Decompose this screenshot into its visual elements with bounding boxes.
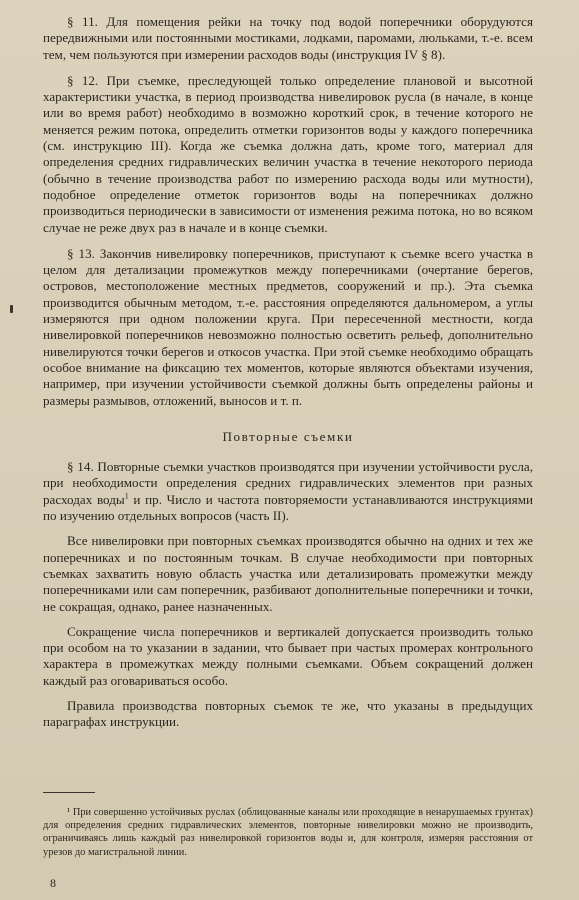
body-text xyxy=(43,14,533,740)
paragraph-repeat-leveling: Все нивелировки при повторных съемках производятся обычно на одних и тех же поперечниках и по постоянным точкам. В случае необходимости при повторных съемках захватить новую область участка или детализировать промежутки между поперечниками или сам поперечник, разбивают дополнительные поперечники и точки, не сокращая, однако, ранее назначенных. xyxy=(43,533,533,614)
paragraph-11: § 11. Для помещения рейки на точку под водой поперечники оборудуются передвижными или постоянными мостиками, лодками, паромами, люльками, т.-е. всем тем, чем пользуются при измерении расходов воды (инструкция IV § 8). xyxy=(43,14,533,62)
footnote: ¹ При совершенно устойчивых руслах (облицованные каналы или проходящие в ненарушаемых грунтах) для определения средних гидравлических элементов, повторные нивелировки можно не производить, ограничиваясь лишь каждый раз нивелировкой горизонтов воды и, для контроля, измеряя расстояния от урезов до магистральной линии. xyxy=(43,807,533,858)
paragraph-14-text: § 14. Повторные съемки участков производятся при изучении устойчивости русла, при необходимости определения средних гидравлических элементов при разных расходах воды xyxy=(43,459,533,507)
margin-mark xyxy=(10,305,13,313)
section-heading: Повторные съемки xyxy=(222,428,354,444)
paragraph-12: § 12. При съемке, преследующей только определение плановой и высотной характеристики участка, в период производства нивелировок русла (в начале, в конце или во время работ) необходимо в возможно короткий срок, в течение которого не меняется режим потока, определить отметки горизонтов воды у каждого поперечника (см. инструкцию III). Когда же съемка должна дать, кроме того, материал для определения средних гидравлических величин участка в течение некоторого периода (обычно в течение производства работ по измерению расхода воды или мутности), подобное определение отметок горизонтов воды на поперечниках должно производиться периодически в зависимости от изменения режима потока, но во всяком случае не реже двух раз в начале и в конце съемки. xyxy=(43,72,533,235)
paragraph-reduction: Сокращение числа поперечников и вертикалей допускается производить только при особом на то указании в задании, что бывает при частых промерах контрольного характера в промежутках между полными съемками. Объем сокращений должен каждый раз оговариваться особо. xyxy=(43,623,533,688)
paragraph-13: § 13. Закончив нивелировку поперечников, приступают к съемке всего участка в целом для детализации промежутков между поперечниками (очертание берегов, островов, местоположение местных предметов, сооружений и пр.). Эта съемка производится обычным методом, т.-е. расстояния определяются дальномером, а углы измеряются при одном положении круга. При пересеченной местности, когда нивелировкой поперечников невозможно полностью осветить рельеф, дополнительно нивелируются точки берегов и откосов участка. При этой съемке необходимо обращать особое внимание на фиксацию тех моментов, которые являются объектами изучения, например, при изучении устойчивости съемкой должны быть определены районы и размеры размывов, отложений, выносов и т. п. xyxy=(43,245,533,408)
footnote-divider xyxy=(43,792,95,793)
paragraph-rules: Правила производства повторных съемок те же, что указаны в предыдущих параграфах инструкции. xyxy=(43,697,533,730)
paragraph-14 xyxy=(43,459,533,524)
paragraph-14-text-cont: и пр. Число и частота повторяемости устанавливаются инструкциями по изучению отдельных вопросов (часть II). xyxy=(43,491,533,524)
footnote-marker[interactable]: 1 xyxy=(124,491,129,501)
page-number: 8 xyxy=(50,876,56,890)
